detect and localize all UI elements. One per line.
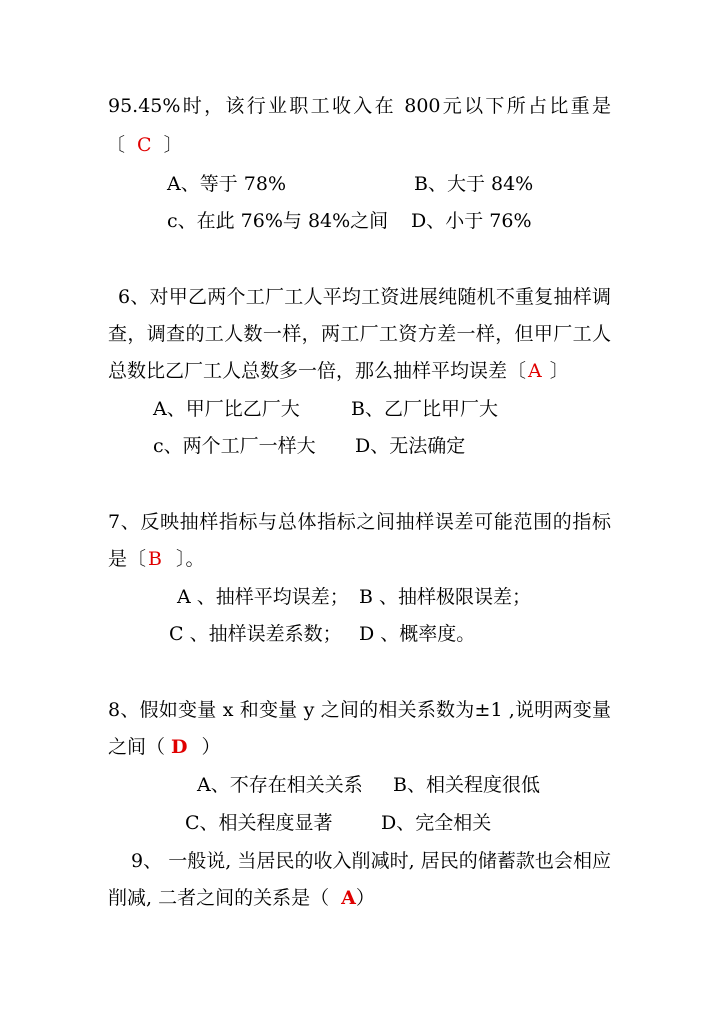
q7-stem-line-1: 7、反映抽样指标与总体指标之间抽样误差可能范围的指标 (108, 511, 611, 533)
q8-option-c: C、相关程度显著 (185, 812, 333, 834)
q5-open-bracket: 〔 (106, 134, 126, 156)
q9-stem-line-2 (108, 886, 375, 910)
q6-close-bracket: 〕 (549, 360, 569, 382)
q5-answer-line (106, 133, 183, 157)
q8-option-d: D、完全相关 (381, 812, 492, 834)
q5-stem-line: 95.45%时，该行业职工收入在 800元以下所占比重是 (108, 95, 611, 117)
q5-option-a: A、等于 78% (167, 173, 286, 195)
q9-stem-line-1: 9、 一般说, 当居民的收入削减时, 居民的储蓄款也会相应 (131, 850, 611, 872)
q8-option-a: A、不存在相关关系 (197, 774, 363, 796)
q6-option-c: c、两个工厂一样大 (153, 435, 316, 457)
q5-option-c: c、在此 76%与 84%之间 (167, 210, 389, 232)
q5-close-bracket: 〕 (163, 134, 183, 156)
q6-option-a: A、甲厂比乙厂大 (153, 398, 300, 420)
q5-option-d: D、小于 76% (411, 210, 532, 232)
q6-stem-line-2: 查，调查的工人数一样，两工厂工资方差一样，但甲厂工人 (108, 323, 611, 345)
q9-suffix: ） (355, 887, 375, 909)
q6-option-d: D、无法确定 (355, 435, 466, 457)
q6-answer: A (528, 360, 542, 382)
q8-stem-line-1: 8、假如变量 x 和变量 y 之间的相关系数为±1 ,说明两变量 (108, 699, 611, 721)
q7-suffix: 〕。 (175, 548, 205, 570)
q7-option-c: C 、抽样误差系数； (169, 623, 342, 645)
q8-prefix: 之间（ (108, 736, 166, 758)
q7-option-d: D 、概率度。 (359, 623, 476, 645)
q7-answer: B (148, 548, 162, 570)
q6-stem-line-1: 6、对甲乙两个工厂工人平均工资进展纯随机不重复抽样调 (118, 286, 611, 308)
q8-answer: D (171, 736, 188, 758)
q7-stem-line-2 (108, 547, 205, 571)
q6-stem-line-3 (108, 359, 569, 383)
q7-prefix: 是〔 (108, 548, 147, 570)
q6-option-b: B、乙厂比甲厂大 (351, 398, 498, 420)
q7-option-a: A 、抽样平均误差； (177, 586, 349, 608)
q5-option-b: B、大于 84% (414, 173, 534, 195)
q5-answer: C (137, 134, 152, 156)
q7-option-b: B 、抽样极限误差； (359, 586, 532, 608)
q8-stem-line-2 (108, 735, 221, 759)
q8-suffix: ） (201, 736, 221, 758)
q9-prefix: 削减, 二者之间的关系是（ (108, 887, 330, 909)
q6-stem-text: 总数比乙厂工人总数多一倍，那么抽样平均误差〔 (108, 360, 527, 382)
q9-answer: A (341, 887, 356, 909)
q8-option-b: B、相关程度很低 (393, 774, 540, 796)
